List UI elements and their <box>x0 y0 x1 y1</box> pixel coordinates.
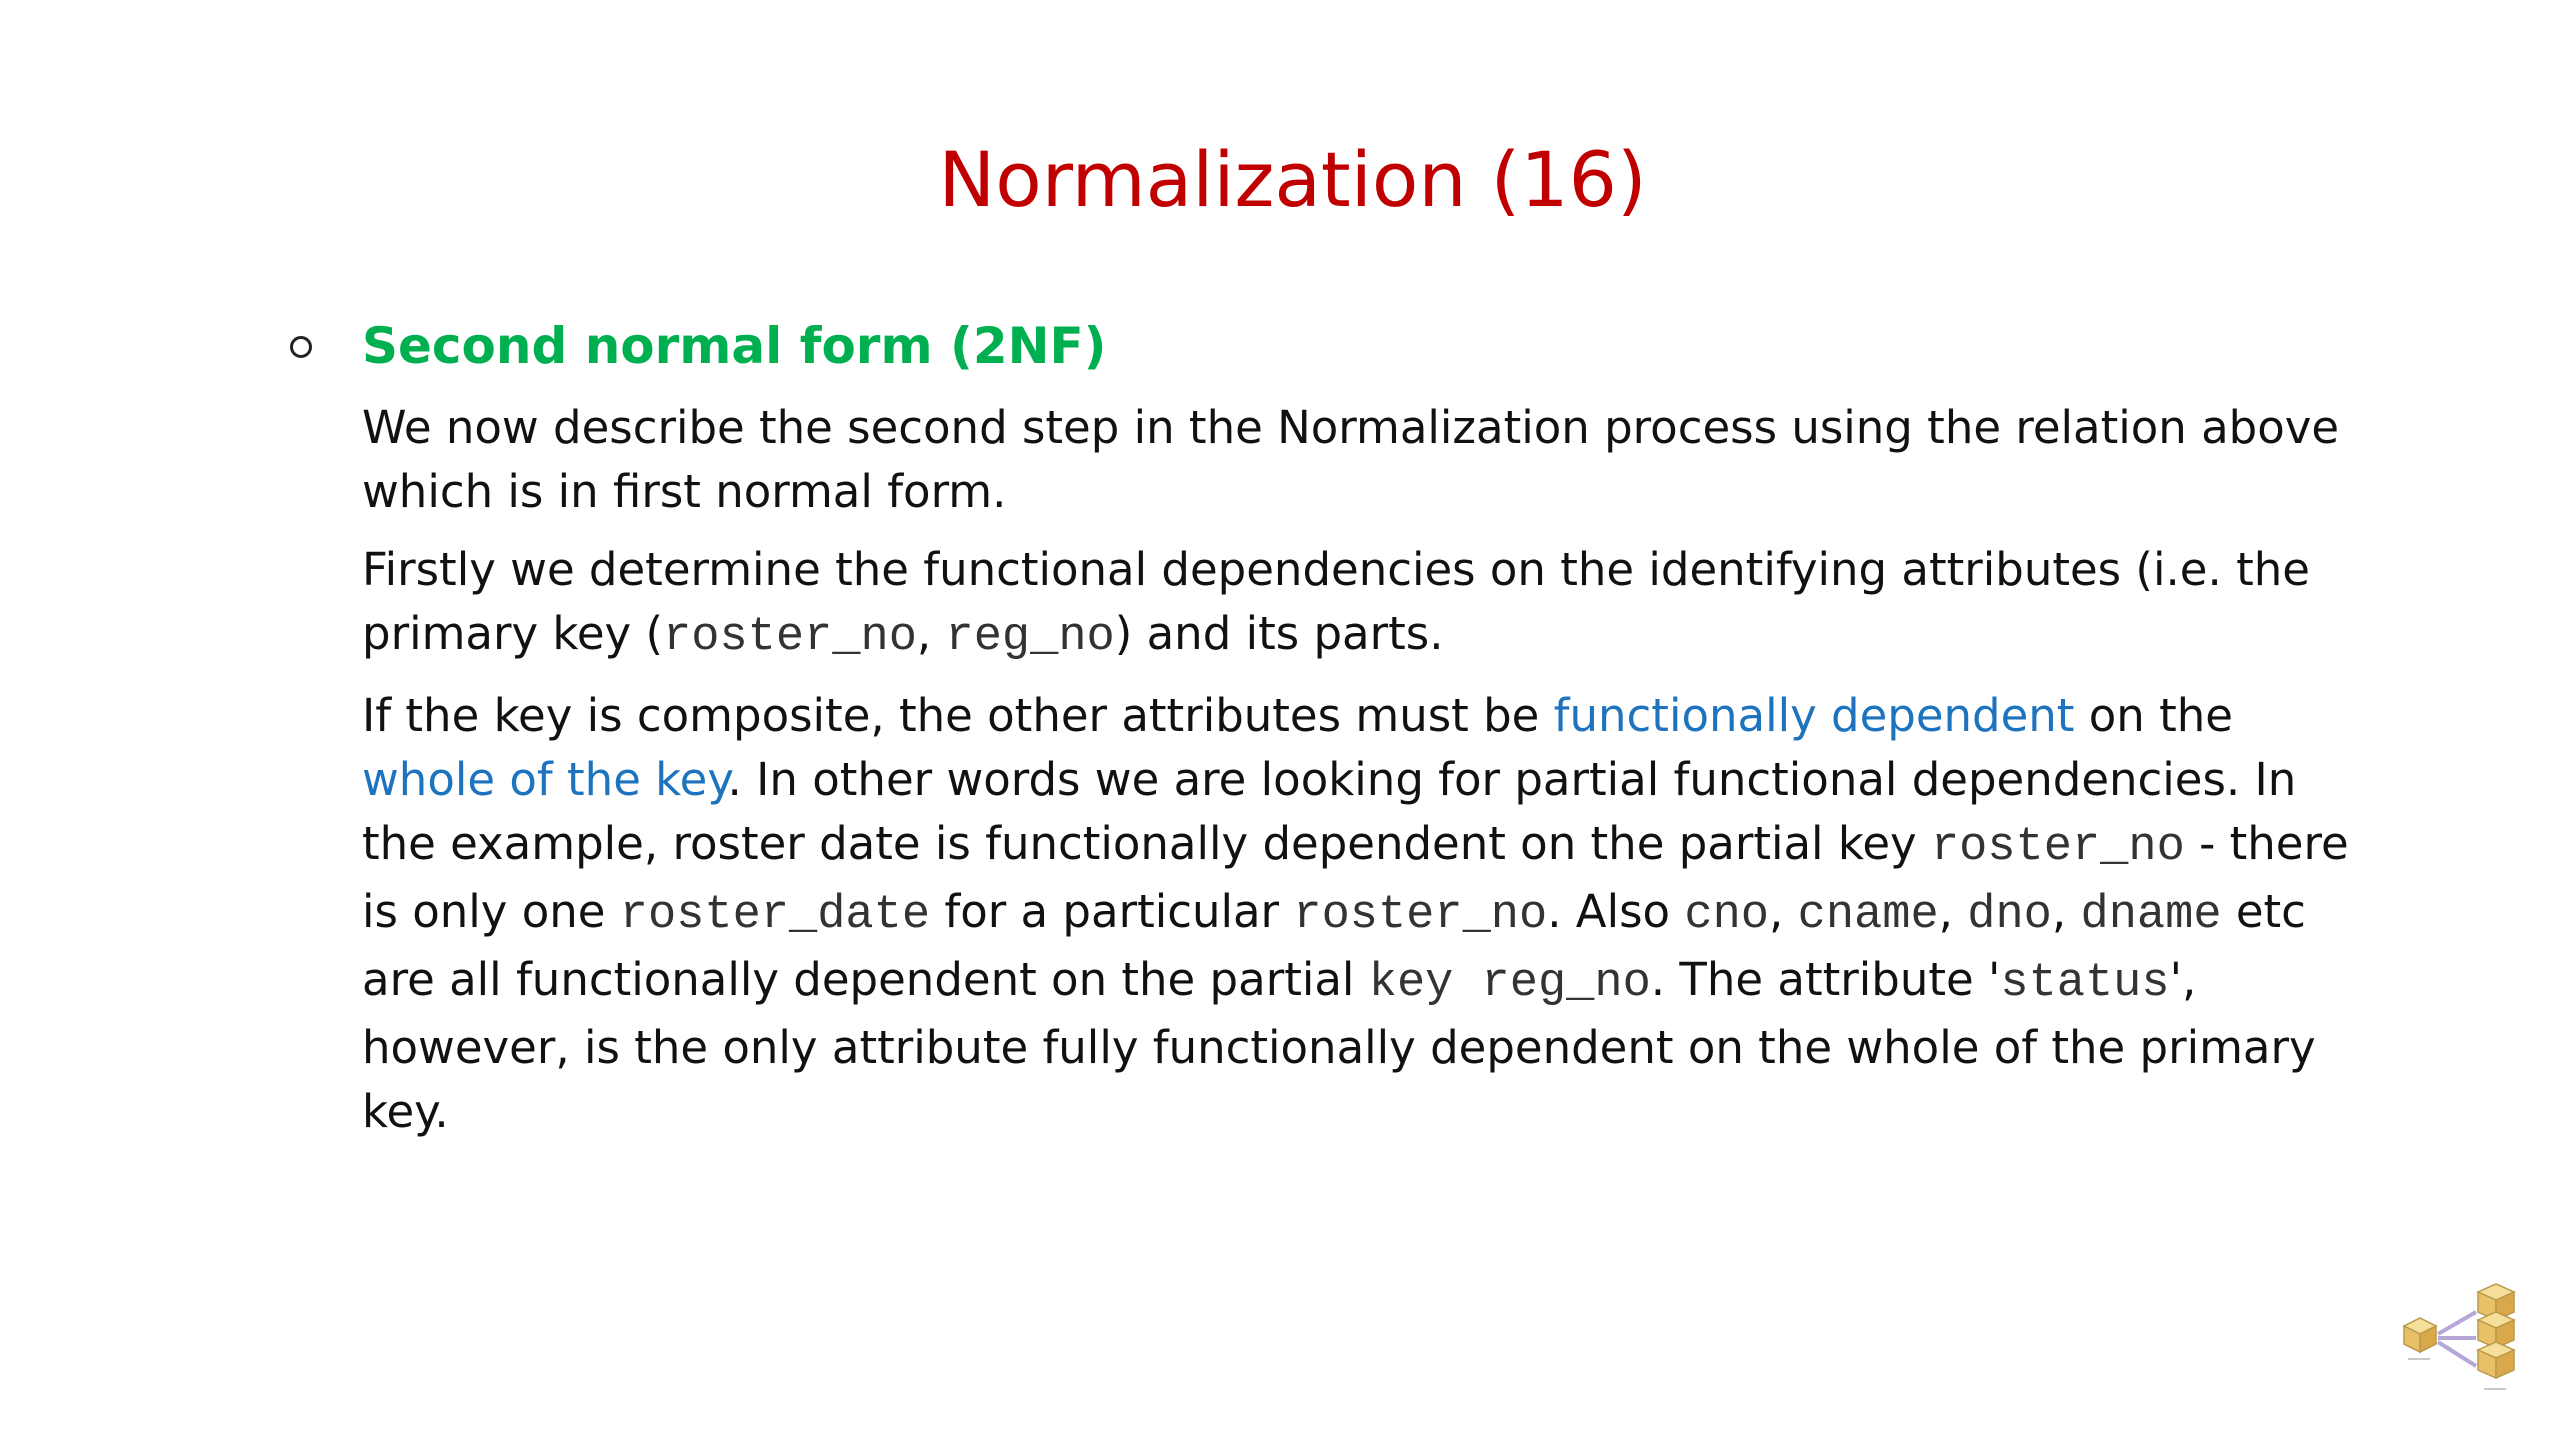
code-roster-date: roster_date <box>619 889 931 942</box>
paragraph-2 <box>362 538 2362 670</box>
paragraph-2-text-1: Firstly we determine the functional dependencies on the identifying attributes (i.e. the primary key ( <box>362 543 2310 660</box>
data-cubes-logo-icon <box>2396 1276 2530 1406</box>
code-reg-no: reg_no <box>945 611 1115 664</box>
highlight-functionally-dependent: functionally dependent <box>1553 689 2075 742</box>
paragraph-2-text-2: , <box>916 607 946 660</box>
paragraph-1 <box>362 396 2362 524</box>
paragraph-3-text-2: on the <box>2074 689 2233 742</box>
body-text <box>362 396 2362 1158</box>
bullet-heading: Second normal form (2NF) <box>362 317 1107 375</box>
paragraph-3-text-9: , <box>2051 885 2081 938</box>
code-key-reg-no: key reg_no <box>1368 957 1651 1010</box>
paragraph-3-text-3: . In other words we are looking for partial functional dependencies. In the example, roster date is functionally dependent on the partial key <box>362 753 2297 870</box>
paragraph-3-text-6: . Also <box>1547 885 1685 938</box>
paragraph-3-text-5: for a particular <box>930 885 1294 938</box>
paragraph-1-text: We now describe the second step in the Normalization process using the relation above which is in first normal form. <box>362 401 2340 518</box>
code-cname: cname <box>1797 889 1939 942</box>
paragraph-3-text-8: , <box>1938 885 1968 938</box>
code-status: status <box>2000 957 2170 1010</box>
paragraph-3-text-10: etc are all functionally dependent on the partial <box>362 885 2306 1006</box>
paragraph-3-text-12: ', however, is the only attribute fully functionally dependent on the whole of the primary key. <box>362 953 2316 1138</box>
code-dname: dname <box>2080 889 2222 942</box>
code-roster-no-2: roster_no <box>1930 821 2185 874</box>
paragraph-2-text-3: ) and its parts. <box>1114 607 1444 660</box>
hollow-circle-bullet-icon <box>290 336 312 358</box>
code-cno: cno <box>1684 889 1770 942</box>
paragraph-3-text-4: - there is only one <box>362 817 2349 938</box>
paragraph-3-text-11: . The attribute ' <box>1650 953 2001 1006</box>
highlight-whole-of-the-key: whole of the key <box>362 753 728 806</box>
slide-title: Normalization (16) <box>938 135 1647 224</box>
code-roster-no: roster_no <box>663 611 917 664</box>
paragraph-3 <box>362 684 2362 1144</box>
paragraph-3-text-7: , <box>1769 885 1798 938</box>
paragraph-3-text-1: If the key is composite, the other attributes must be <box>362 689 1554 742</box>
code-dno: dno <box>1967 889 2052 942</box>
code-roster-no-3: roster_no <box>1293 889 1548 942</box>
